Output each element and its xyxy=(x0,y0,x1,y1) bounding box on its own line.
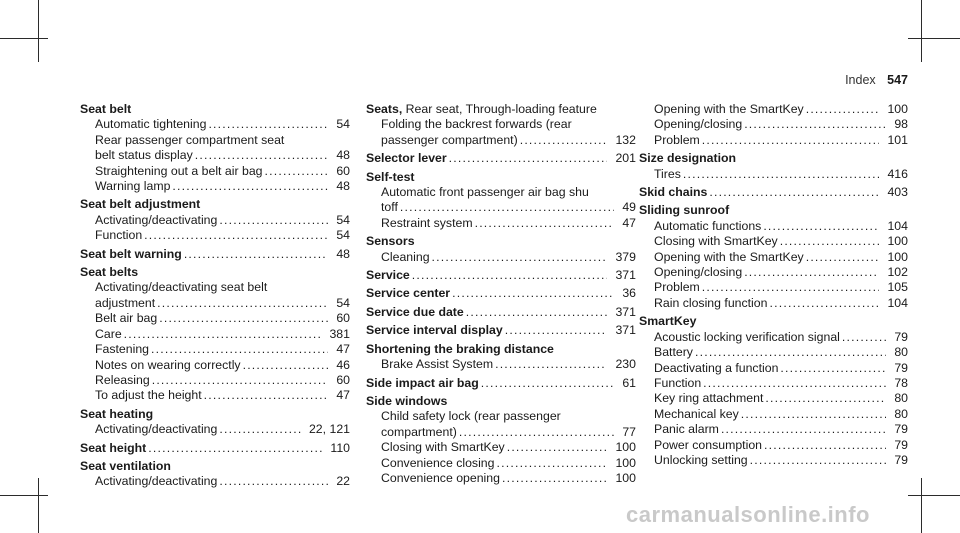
index-heading xyxy=(639,314,908,329)
dot-leader xyxy=(159,311,328,326)
index-page-ref: 47 xyxy=(336,342,350,357)
dot-leader xyxy=(495,357,607,372)
index-page-ref: 80 xyxy=(894,406,908,421)
index-heading xyxy=(80,441,350,456)
dot-leader xyxy=(475,216,615,231)
index-subentry xyxy=(366,250,636,265)
index-page-ref: 79 xyxy=(894,437,908,452)
index-heading-text: Sensors xyxy=(366,234,415,249)
index-subentry xyxy=(639,345,908,360)
index-page-ref: 100 xyxy=(615,440,636,455)
index-heading xyxy=(366,305,636,320)
index-subentry-text: To adjust the height xyxy=(95,388,202,403)
index-subentry xyxy=(639,234,908,249)
index-page-ref: 100 xyxy=(887,249,908,264)
index-page-ref: 60 xyxy=(336,372,350,387)
index-subentry xyxy=(639,117,908,132)
index-heading xyxy=(80,247,350,262)
index-page-ref: 79 xyxy=(894,360,908,375)
index-subentry-text: Releasing xyxy=(95,372,150,387)
index-subentry xyxy=(639,438,908,453)
index-heading xyxy=(366,151,636,166)
dot-leader xyxy=(702,280,880,295)
index-subentry xyxy=(80,358,350,373)
index-subentry xyxy=(80,117,350,132)
index-subentry-text: Fastening xyxy=(95,342,150,357)
page-header xyxy=(845,73,908,87)
index-column-2 xyxy=(366,102,636,486)
index-heading-text: Sliding sunroof xyxy=(639,203,730,218)
index-subentry xyxy=(80,388,350,403)
index-heading-text: Shortening the braking distance xyxy=(366,341,554,356)
index-subentry xyxy=(639,376,908,391)
index-heading xyxy=(639,203,908,218)
index-page-ref: 79 xyxy=(894,329,908,344)
dot-leader xyxy=(507,440,608,455)
dot-leader xyxy=(481,376,615,391)
index-subentry-text: Belt air bag xyxy=(95,311,158,326)
index-heading xyxy=(366,376,636,391)
index-subentry xyxy=(80,311,350,326)
dot-leader xyxy=(466,305,608,320)
index-page-ref: 54 xyxy=(336,212,350,227)
dot-leader xyxy=(195,148,329,163)
crop-mark xyxy=(921,0,922,62)
index-subentry xyxy=(366,357,636,372)
dot-leader xyxy=(683,167,880,182)
dot-leader xyxy=(769,296,879,311)
index-column-3 xyxy=(639,102,908,468)
index-heading-text: Service due date xyxy=(366,304,464,319)
index-heading xyxy=(80,407,350,422)
index-subentry-text: Child safety lock (rear passenger xyxy=(381,409,561,424)
index-page-ref: 98 xyxy=(894,117,908,132)
index-heading xyxy=(80,102,350,117)
index-page-ref: 100 xyxy=(615,455,636,470)
index-subentry xyxy=(639,296,908,311)
dot-leader xyxy=(765,391,886,406)
index-subentry-text: Problem xyxy=(654,132,700,147)
index-page-ref: 61 xyxy=(622,375,636,390)
dot-leader xyxy=(243,358,329,373)
index-subentry xyxy=(80,474,350,489)
dot-leader xyxy=(265,164,329,179)
index-subentry xyxy=(80,133,350,148)
index-page-ref: 100 xyxy=(887,102,908,116)
index-subentry-text: toff xyxy=(381,200,398,215)
index-heading-text: Self-test xyxy=(366,169,415,184)
index-page-ref: 77 xyxy=(622,424,636,439)
dot-leader xyxy=(452,286,614,301)
index-page-ref: 48 xyxy=(336,148,350,163)
index-heading xyxy=(366,342,636,357)
index-subentry-text: Opening/closing xyxy=(654,117,743,132)
index-subentry-text: Unlocking setting xyxy=(654,452,748,467)
dot-leader xyxy=(780,361,886,376)
index-subentry-text: Opening/closing xyxy=(654,265,743,280)
index-page-ref: 54 xyxy=(336,295,350,310)
index-heading-text: Seat heating xyxy=(80,406,154,421)
index-subentry-text: Activating/deactivating xyxy=(95,212,218,227)
index-subentry-text: compartment) xyxy=(381,424,457,439)
index-subentry-text: Care xyxy=(95,326,122,341)
index-page-ref: 371 xyxy=(615,304,636,319)
index-subentry xyxy=(366,216,636,231)
index-subentry xyxy=(639,280,908,295)
index-subentry xyxy=(80,327,350,342)
crop-mark xyxy=(0,38,48,39)
index-subentry-text: Acoustic locking verification signal xyxy=(654,329,840,344)
index-subentry xyxy=(639,133,908,148)
index-subentry xyxy=(80,422,350,437)
index-heading-text: Selector lever xyxy=(366,151,447,166)
index-page-ref: 371 xyxy=(615,323,636,338)
index-subentry xyxy=(366,456,636,471)
index-subentry-text: Warning lamp xyxy=(95,179,171,194)
dot-leader xyxy=(124,327,322,342)
index-subentry-text: Closing with SmartKey xyxy=(381,440,505,455)
index-heading-text: Service interval display xyxy=(366,323,503,338)
index-page-ref: 379 xyxy=(615,249,636,264)
index-subentry xyxy=(639,250,908,265)
index-subentry xyxy=(639,407,908,422)
index-heading-text: SmartKey xyxy=(639,314,697,329)
index-subentry xyxy=(80,228,350,243)
index-heading-extra: Rear seat, Through-loading feature xyxy=(402,102,597,116)
index-heading xyxy=(366,268,636,283)
index-heading xyxy=(366,234,636,249)
index-subentry xyxy=(366,471,636,486)
index-subentry xyxy=(639,102,908,117)
index-page-ref: 381 xyxy=(329,326,350,341)
index-page-ref: 416 xyxy=(887,166,908,181)
index-subentry xyxy=(366,185,636,200)
index-page-ref: 79 xyxy=(894,422,908,437)
index-page-ref: 78 xyxy=(894,375,908,390)
index-subentry xyxy=(639,167,908,182)
index-subentry xyxy=(80,164,350,179)
dot-leader xyxy=(744,117,886,132)
index-page-ref: 100 xyxy=(887,234,908,249)
dot-leader xyxy=(520,133,608,148)
index-heading-text: Skid chains xyxy=(639,185,708,200)
dot-leader xyxy=(148,441,322,456)
index-subentry xyxy=(80,280,350,295)
index-subentry xyxy=(639,330,908,345)
index-page-ref: 47 xyxy=(336,388,350,403)
index-heading-text: Seat belts xyxy=(80,265,139,280)
index-heading xyxy=(366,394,636,409)
index-page-ref: 36 xyxy=(622,286,636,301)
page-number: 547 xyxy=(887,73,908,87)
index-subentry xyxy=(366,117,636,132)
index-subentry-text: Key ring attachment xyxy=(654,391,764,406)
index-subentry-text: Battery xyxy=(654,345,693,360)
index-page-ref: 104 xyxy=(887,295,908,310)
dot-leader xyxy=(780,234,880,249)
index-subentry xyxy=(639,361,908,376)
index-subentry-text: Convenience opening xyxy=(381,470,500,485)
index-subentry-text: Automatic functions xyxy=(654,218,762,233)
index-subentry-text: Straightening out a belt air bag xyxy=(95,163,263,178)
dot-leader xyxy=(459,425,614,440)
dot-leader xyxy=(144,228,328,243)
index-heading-text: Seat belt adjustment xyxy=(80,197,201,212)
index-page-ref: 54 xyxy=(336,228,350,243)
crop-mark xyxy=(38,0,39,62)
index-subentry xyxy=(639,391,908,406)
index-subentry-text: Restraint system xyxy=(381,215,473,230)
index-subentry-text: Activating/deactivating xyxy=(95,422,218,437)
dot-leader xyxy=(157,296,328,311)
dot-leader xyxy=(695,345,886,360)
index-subentry-text: Function xyxy=(654,375,702,390)
index-subentry-text: Folding the backrest forwards (rear xyxy=(381,117,572,132)
dot-leader xyxy=(505,323,608,338)
crop-mark xyxy=(908,495,960,496)
crop-mark xyxy=(0,495,48,496)
index-subentry xyxy=(80,148,350,163)
index-page-ref: 54 xyxy=(336,117,350,132)
index-page-ref: 110 xyxy=(330,440,350,455)
index-page-ref: 80 xyxy=(894,345,908,360)
index-subentry xyxy=(366,200,636,215)
index-subentry xyxy=(366,133,636,148)
index-heading-text: Seat belt warning xyxy=(80,246,182,261)
dot-leader xyxy=(763,219,879,234)
index-subentry-text: Brake Assist System xyxy=(381,357,494,372)
index-page-ref: 48 xyxy=(336,179,350,194)
index-page-ref: 79 xyxy=(894,452,908,467)
index-subentry xyxy=(80,373,350,388)
index-heading-text: Seats, xyxy=(366,102,403,116)
dot-leader xyxy=(741,407,887,422)
index-subentry-text: Automatic tightening xyxy=(95,117,207,132)
index-page-ref: 104 xyxy=(887,218,908,233)
index-heading-text: Side impact air bag xyxy=(366,375,479,390)
index-heading xyxy=(80,197,350,212)
index-heading xyxy=(80,459,350,474)
index-subentry-text: Deactivating a function xyxy=(654,360,779,375)
index-column-1 xyxy=(80,102,350,490)
index-subentry xyxy=(80,296,350,311)
dot-leader xyxy=(432,250,608,265)
index-heading xyxy=(80,265,350,280)
index-heading-text: Seat height xyxy=(80,440,147,455)
dot-leader xyxy=(502,471,608,486)
index-subentry-text: Convenience closing xyxy=(381,455,495,470)
index-page-ref: 403 xyxy=(887,185,908,200)
dot-leader xyxy=(400,200,614,215)
index-subentry xyxy=(639,265,908,280)
index-page-ref: 60 xyxy=(336,163,350,178)
dot-leader xyxy=(806,102,880,117)
index-page-ref: 371 xyxy=(615,268,636,283)
index-page-ref: 80 xyxy=(894,391,908,406)
index-subentry-text: Closing with SmartKey xyxy=(654,234,778,249)
dot-leader xyxy=(204,388,329,403)
index-heading-text: Seat ventilation xyxy=(80,458,171,473)
index-subentry-text: Cleaning xyxy=(381,249,430,264)
index-subentry-text: Mechanical key xyxy=(654,406,739,421)
dot-leader xyxy=(412,268,608,283)
dot-leader xyxy=(208,117,328,132)
index-heading-text: Side windows xyxy=(366,393,448,408)
index-page-ref: 230 xyxy=(615,357,636,372)
index-subentry-text: Activating/deactivating xyxy=(95,474,218,489)
index-page-ref: 100 xyxy=(615,470,636,485)
section-label: Index xyxy=(845,73,876,87)
index-heading xyxy=(366,102,636,117)
index-subentry-text: Panic alarm xyxy=(654,422,719,437)
index-subentry-text: Opening with the SmartKey xyxy=(654,249,804,264)
dot-leader xyxy=(709,185,879,200)
index-subentry xyxy=(639,219,908,234)
index-heading xyxy=(366,170,636,185)
index-subentry-text: Power consumption xyxy=(654,437,762,452)
dot-leader xyxy=(184,247,329,262)
index-page-ref: 60 xyxy=(336,311,350,326)
dot-leader xyxy=(219,422,301,437)
index-subentry-text: Opening with the SmartKey xyxy=(654,102,804,116)
dot-leader xyxy=(842,330,886,345)
index-page-ref: 47 xyxy=(622,215,636,230)
dot-leader xyxy=(764,438,886,453)
dot-leader xyxy=(219,474,328,489)
crop-mark xyxy=(921,478,922,533)
crop-mark xyxy=(908,38,960,39)
index-subentry-text: adjustment xyxy=(95,295,156,310)
index-heading xyxy=(639,151,908,166)
index-page-ref: 101 xyxy=(887,132,908,147)
index-heading-text: Seat belt xyxy=(80,102,132,116)
index-subentry-text: Function xyxy=(95,228,143,243)
index-page-ref: 105 xyxy=(887,280,908,295)
dot-leader xyxy=(703,376,886,391)
index-subentry xyxy=(366,425,636,440)
dot-leader xyxy=(496,456,607,471)
index-page-ref: 49 xyxy=(622,200,636,215)
index-subentry xyxy=(80,179,350,194)
index-subentry-text: Rain closing function xyxy=(654,295,768,310)
index-subentry xyxy=(366,440,636,455)
index-subentry-text: Activating/deactivating seat belt xyxy=(95,280,268,295)
index-subentry-text: Tires xyxy=(654,166,681,181)
dot-leader xyxy=(702,133,880,148)
index-subentry xyxy=(639,453,908,468)
index-page-ref: 22, 121 xyxy=(308,422,350,437)
index-heading xyxy=(639,185,908,200)
index-subentry xyxy=(366,409,636,424)
index-page-ref: 22 xyxy=(336,474,350,489)
dot-leader xyxy=(449,151,608,166)
index-heading-text: Service xyxy=(366,268,410,283)
index-subentry-text: belt status display xyxy=(95,148,193,163)
index-subentry-text: passenger compartment) xyxy=(381,132,518,147)
index-page-ref: 102 xyxy=(887,265,908,280)
dot-leader xyxy=(172,179,328,194)
index-subentry-text: Rear passenger compartment seat xyxy=(95,132,285,147)
dot-leader xyxy=(219,213,328,228)
index-heading xyxy=(366,286,636,301)
index-page-ref: 132 xyxy=(615,132,636,147)
index-heading-text: Service center xyxy=(366,286,451,301)
index-subentry xyxy=(80,213,350,228)
index-subentry-text: Notes on wearing correctly xyxy=(95,357,241,372)
index-subentry xyxy=(639,422,908,437)
index-page-ref: 46 xyxy=(336,357,350,372)
dot-leader xyxy=(151,342,328,357)
index-subentry-text: Problem xyxy=(654,280,700,295)
watermark: carmanualsonline.info xyxy=(626,502,870,527)
crop-mark xyxy=(38,478,39,533)
dot-leader xyxy=(152,373,329,388)
dot-leader xyxy=(721,422,886,437)
index-page-ref: 48 xyxy=(336,246,350,261)
index-heading-text: Size designation xyxy=(639,151,737,166)
dot-leader xyxy=(806,250,880,265)
index-subentry xyxy=(80,342,350,357)
index-heading xyxy=(366,323,636,338)
index-page-ref: 201 xyxy=(615,151,636,166)
dot-leader xyxy=(750,453,887,468)
index-subentry-text: Automatic front passenger air bag shu xyxy=(381,185,589,200)
dot-leader xyxy=(744,265,879,280)
